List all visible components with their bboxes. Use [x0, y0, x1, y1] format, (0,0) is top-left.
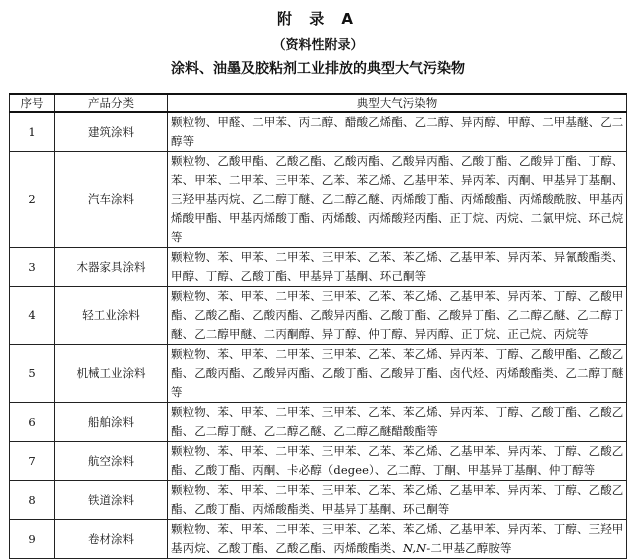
column-header-pollutants: 典型大气污染物	[168, 94, 627, 112]
row-pollutants: 颗粒物、甲醛、二甲苯、丙二醇、醋酸乙烯酯、乙二醇、异丙醇、甲醇、二甲基醚、乙二醇等	[168, 112, 627, 152]
row-pollutants: 颗粒物、乙酸甲酯、乙酸乙酯、乙酸丙酯、乙酸异丙酯、乙酸丁酯、乙酸异丁酯、丁醇、苯、甲苯、二甲苯、三甲苯、乙苯、苯乙烯、乙基甲苯、异丙苯、丙酮、甲基异丁基酮、三羟甲基丙烷、乙二醇丁醚、乙二醇乙醚、丙烯酸丁酯、丙烯酸酯、丙烯酸酰胺、甲基丙烯酸甲酯、甲基丙烯酸丁酯、丙烯酸、丙烯酸羟丙酯、正丁烷、丙烷、二氯甲烷、环己烷等	[168, 152, 627, 248]
row-number: 8	[10, 481, 55, 520]
table-row	[10, 248, 627, 287]
table-row	[10, 481, 627, 520]
row-category: 船舶涂料	[55, 403, 168, 442]
table-row	[10, 287, 627, 345]
row-category: 轻工业涂料	[55, 287, 168, 345]
row-category: 机械工业涂料	[55, 345, 168, 403]
row-pollutants: 颗粒物、苯、甲苯、二甲苯、三甲苯、乙苯、苯乙烯、乙基甲苯、异丙苯、丁醇、乙酸甲酯、乙酸乙酯、乙酸丙酯、乙酸异丙酯、乙酸丁酯、乙酸异丁酯、乙二醇乙醚、乙二醇丁醚、乙二醇甲醚、二丙酮醇、异丁醇、仲丁醇、异丙醇、正丁烷、正己烷、丙烷等	[168, 287, 627, 345]
row-number: 6	[10, 403, 55, 442]
pollutants-text: -二甲基乙醇胺等	[426, 541, 512, 555]
row-pollutants: 颗粒物、苯、甲苯、二甲苯、三甲苯、乙苯、苯乙烯、乙基甲苯、异丙苯、异氰酸酯类、甲醇、丁醇、乙酸丁酯、甲基异丁基酮、环己酮等	[168, 248, 627, 287]
row-pollutants: 颗粒物、苯、甲苯、二甲苯、三甲苯、乙苯、苯乙烯、异丙苯、丁醇、乙酸甲酯、乙酸乙酯、乙酸丙酯、乙酸异丙酯、乙酸丁酯、乙酸异丁酯、卤代烃、丙烯酸酯类、乙二醇丁醚等	[168, 345, 627, 403]
row-number: 4	[10, 287, 55, 345]
table-row	[10, 403, 627, 442]
appendix-note: （资料性附录）	[272, 38, 364, 53]
row-category: 卷材涂料	[55, 520, 168, 559]
table-row	[10, 442, 627, 481]
row-pollutants	[168, 520, 627, 559]
pollutants-italic-text: N,N	[403, 541, 427, 555]
row-category: 航空涂料	[55, 442, 168, 481]
row-pollutants: 颗粒物、苯、甲苯、二甲苯、三甲苯、乙苯、苯乙烯、乙基甲苯、异丙苯、丁醇、乙酸乙酯、乙酸丁酯、丙烯酸酯类、甲基异丁基酮、环己酮等	[168, 481, 627, 520]
row-number: 5	[10, 345, 55, 403]
row-number: 7	[10, 442, 55, 481]
appendix-heading: 附 录 A	[276, 10, 360, 28]
row-pollutants: 颗粒物、苯、甲苯、二甲苯、三甲苯、乙苯、苯乙烯、乙基甲苯、异丙苯、丁醇、乙酸乙酯、乙酸丁酯、丙酮、卡必醇（degee）、乙二醇、丁酮、甲基异丁基酮、仲丁醇等	[168, 442, 627, 481]
row-category: 建筑涂料	[55, 112, 168, 152]
pollutants-text: 颗粒物、苯、甲苯、二甲苯、三甲苯、乙苯、苯乙烯、乙基甲苯、异丙苯、丁醇、三羟甲基丙烷、乙酸丁酯、乙酸乙酯、丙烯酸酯类、	[171, 522, 624, 555]
table-row	[10, 345, 627, 403]
pollutants-table	[9, 93, 627, 559]
row-number: 1	[10, 112, 55, 152]
row-pollutants: 颗粒物、苯、甲苯、二甲苯、三甲苯、乙苯、苯乙烯、异丙苯、丁醇、乙酸丁酯、乙酸乙酯、乙二醇丁醚、乙二醇乙醚、乙二醇乙醚醋酸酯等	[168, 403, 627, 442]
row-category: 铁道涂料	[55, 481, 168, 520]
column-header-category: 产品分类	[55, 94, 168, 112]
column-header-no: 序号	[10, 94, 55, 112]
row-number: 2	[10, 152, 55, 248]
table-row	[10, 520, 627, 559]
row-number: 9	[10, 520, 55, 559]
row-number: 3	[10, 248, 55, 287]
row-category: 木器家具涂料	[55, 248, 168, 287]
table-title: 涂料、油墨及胶粘剂工业排放的典型大气污染物	[171, 61, 465, 77]
row-category: 汽车涂料	[55, 152, 168, 248]
table-row	[10, 152, 627, 248]
table-row	[10, 112, 627, 152]
table-header-row	[10, 94, 627, 112]
